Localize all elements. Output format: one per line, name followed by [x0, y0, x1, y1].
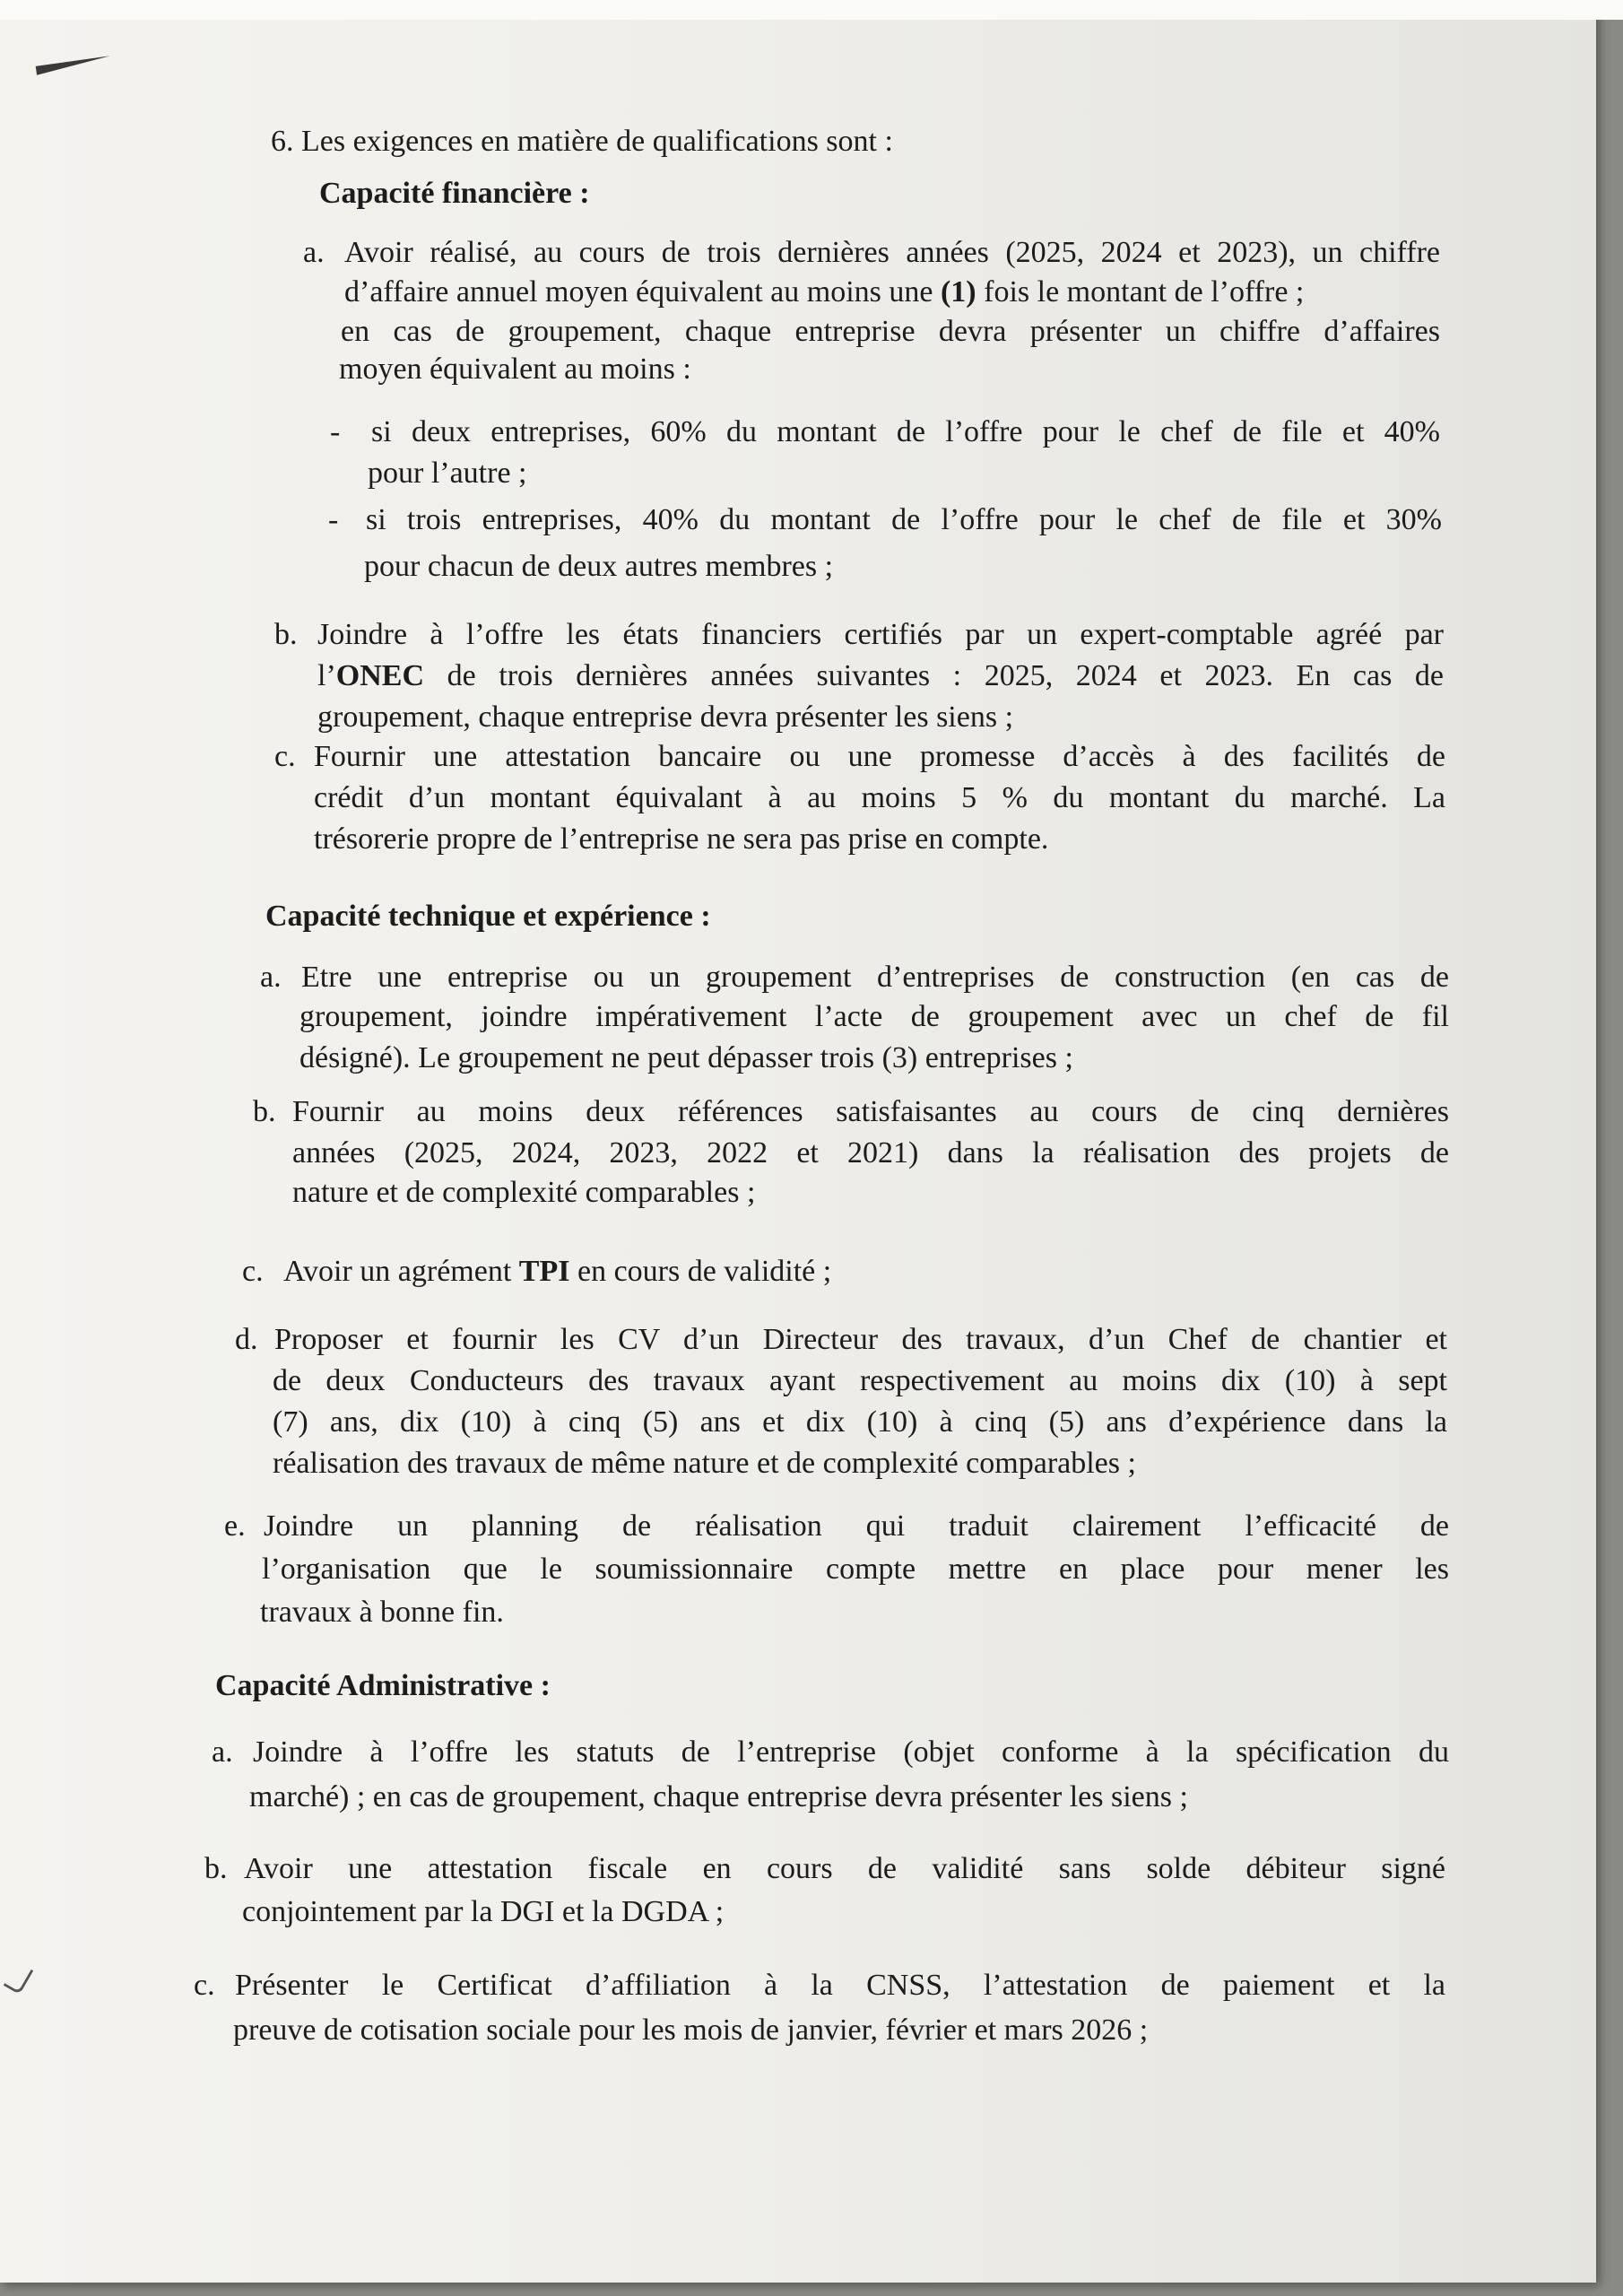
administrative-heading: Capacité Administrative : — [215, 1669, 551, 1702]
bullet-1-line1: si deux entreprises, 60% du montant de l’offre pour le chef de file et 40% — [371, 415, 1440, 448]
financial-heading: Capacité financière : — [319, 177, 590, 210]
financial-c-label: c. — [274, 740, 296, 773]
technical-heading: Capacité technique et expérience : — [265, 900, 711, 933]
technical-b-line1: Fournir au moins deux références satisfaisantes au cours de cinq dernières — [292, 1095, 1449, 1128]
financial-b-label: b. — [274, 618, 298, 651]
financial-c-line1: Fournir une attestation bancaire ou une promesse d’accès à des facilités de — [314, 740, 1445, 773]
financial-c-line2: crédit d’un montant équivalant à au moins 5 % du montant du marché. La — [314, 781, 1445, 814]
technical-d-line2: de deux Conducteurs des travaux ayant respectivement au moins dix (10) à sept — [273, 1364, 1447, 1397]
administrative-c-line2: preuve de cotisation sociale pour les mois de janvier, février et mars 2026 ; — [233, 2013, 1149, 2047]
administrative-c-label: c. — [194, 1969, 215, 2002]
financial-a-line3: en cas de groupement, chaque entreprise devra présenter un chiffre d’affaires — [341, 315, 1440, 348]
technical-a-line3: désigné). Le groupement ne peut dépasser trois (3) entreprises ; — [299, 1041, 1073, 1074]
financial-b-line1: Joindre à l’offre les états financiers certifiés par un expert-comptable agréé par — [317, 618, 1444, 651]
financial-b-line3: groupement, chaque entreprise devra présenter les siens ; — [317, 700, 1014, 734]
administrative-b-line2: conjointement par la DGI et la DGDA ; — [242, 1895, 725, 1928]
financial-a-line4: moyen équivalent au moins : — [339, 352, 691, 386]
bullet-dash: - — [328, 503, 339, 536]
administrative-b-label: b. — [204, 1852, 228, 1885]
administrative-a-line1: Joindre à l’offre les statuts de l’entreprise (objet conforme à la spécification du — [253, 1735, 1449, 1769]
technical-e-line3: travaux à bonne fin. — [260, 1596, 504, 1629]
administrative-b-line1: Avoir une attestation fiscale en cours de validité sans solde débiteur signé — [244, 1852, 1445, 1885]
bullet-2-line1: si trois entreprises, 40% du montant de l’offre pour le chef de file et 30% — [366, 503, 1442, 536]
financial-c-line3: trésorerie propre de l’entreprise ne sera pas prise en compte. — [314, 822, 1049, 856]
financial-b-line2: l’ONEC de trois dernières années suivantes : 2025, 2024 et 2023. En cas de — [317, 659, 1444, 692]
technical-c-label: c. — [242, 1255, 264, 1288]
technical-d-line1: Proposer et fournir les CV d’un Directeur des travaux, d’un Chef de chantier et — [274, 1323, 1447, 1356]
administrative-a-line2: marché) ; en cas de groupement, chaque entreprise devra présenter les siens ; — [249, 1780, 1188, 1813]
technical-a-label: a. — [260, 961, 282, 994]
technical-e-line1: Joindre un planning de réalisation qui traduit clairement l’efficacité de — [264, 1509, 1449, 1543]
financial-a-line1: Avoir réalisé, au cours de trois dernières années (2025, 2024 et 2023), un chiffre — [344, 236, 1440, 269]
technical-a-line2: groupement, joindre impérativement l’acte de groupement avec un chef de fil — [299, 1000, 1449, 1033]
administrative-a-label: a. — [212, 1735, 233, 1769]
technical-a-line1: Etre une entreprise ou un groupement d’entreprises de construction (en cas de — [301, 961, 1449, 994]
technical-d-label: d. — [235, 1323, 258, 1356]
financial-a-line2: d’affaire annuel moyen équivalent au moins une (1) fois le montant de l’offre ; — [344, 275, 1305, 309]
technical-d-line4: réalisation des travaux de même nature et de complexité comparables ; — [273, 1447, 1136, 1480]
administrative-c-line1: Présenter le Certificat d’affiliation à la CNSS, l’attestation de paiement et la — [235, 1969, 1445, 2002]
technical-b-line3: nature et de complexité comparables ; — [292, 1176, 756, 1209]
bullet-2-line2: pour chacun de deux autres membres ; — [364, 550, 834, 583]
bullet-1-line2: pour l’autre ; — [368, 457, 527, 490]
technical-d-line3: (7) ans, dix (10) à cinq (5) ans et dix (10) à cinq (5) ans d’expérience dans la — [273, 1405, 1447, 1439]
technical-e-line2: l’organisation que le soumissionnaire compte mettre en place pour mener les — [262, 1552, 1449, 1586]
financial-a-label: a. — [303, 236, 325, 269]
qualifications-intro: 6. Les exigences en matière de qualifications sont : — [271, 125, 893, 158]
technical-b-label: b. — [253, 1095, 276, 1128]
technical-e-label: e. — [224, 1509, 246, 1543]
technical-b-line2: années (2025, 2024, 2023, 2022 et 2021) dans la réalisation des projets de — [292, 1136, 1449, 1170]
bullet-dash: - — [330, 415, 341, 448]
technical-c-line1: Avoir un agrément TPI en cours de validité ; — [283, 1255, 832, 1288]
